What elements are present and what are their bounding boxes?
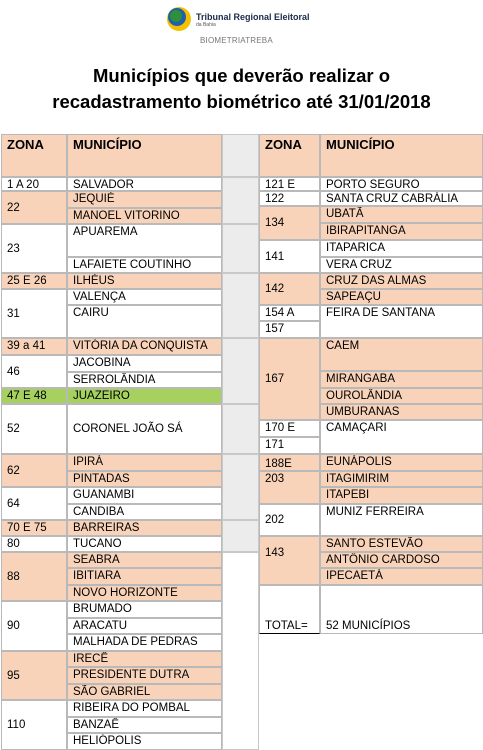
spacer-cell bbox=[222, 273, 259, 338]
right-municipio-cell: IPECAETÁ bbox=[320, 568, 483, 585]
empty-area bbox=[259, 634, 483, 750]
right-header-zona: ZONA bbox=[259, 134, 320, 177]
right-municipio-cell: CAEM bbox=[320, 338, 483, 371]
left-zona-cell: 25 E 26 bbox=[1, 273, 67, 289]
spacer-cell bbox=[222, 404, 259, 454]
spacer-cell bbox=[222, 454, 259, 520]
total-value: 52 MUNICÍPIOS bbox=[320, 585, 483, 634]
right-zona-cell: 202 bbox=[259, 504, 320, 536]
left-municipio-cell: MANOEL VITORINO bbox=[67, 208, 222, 224]
right-zona-cell: 121 E bbox=[259, 177, 320, 191]
left-zona-cell: 88 bbox=[1, 552, 67, 601]
right-municipio-cell: ITAPARICA bbox=[320, 240, 483, 257]
left-zona-cell: 70 E 75 bbox=[1, 520, 67, 536]
left-municipio-cell: IRECÊ bbox=[67, 651, 222, 667]
left-municipio-cell: SERROLÂNDIA bbox=[67, 372, 222, 388]
left-municipio-cell: JACOBINA bbox=[67, 355, 222, 372]
right-header-municipio: MUNICÍPIO bbox=[320, 134, 483, 177]
header-tag: BIOMETRIATREBA bbox=[200, 36, 273, 45]
left-municipio-cell: PRESIDENTE DUTRA bbox=[67, 667, 222, 684]
right-municipio-cell: SANTO ESTEVÃO bbox=[320, 536, 483, 552]
right-municipio-cell: IBIRAPITANGA bbox=[320, 223, 483, 240]
right-municipio-cell: SANTA CRUZ CABRÁLIA bbox=[320, 191, 483, 206]
left-zona-cell: 39 a 41 bbox=[1, 338, 67, 355]
left-zona-cell: 46 bbox=[1, 355, 67, 388]
left-municipio-cell: SALVADOR bbox=[67, 177, 222, 191]
left-municipio-cell: TUCANO bbox=[67, 536, 222, 552]
left-municipio-cell: VALENÇA bbox=[67, 289, 222, 305]
total-label: TOTAL= bbox=[259, 585, 320, 634]
spacer-cell bbox=[222, 224, 259, 273]
left-municipio-cell: HELIÓPOLIS bbox=[67, 733, 222, 750]
left-zona-cell: 31 bbox=[1, 289, 67, 338]
left-municipio-cell: NOVO HORIZONTE bbox=[67, 585, 222, 601]
left-municipio-cell: CORONEL JOÃO SÁ bbox=[67, 404, 222, 454]
right-municipio-cell: VERA CRUZ bbox=[320, 257, 483, 273]
right-zona-cell: 143 bbox=[259, 536, 320, 585]
right-zona-cell: 154 A bbox=[259, 305, 320, 321]
right-municipio-cell: UMBURANAS bbox=[320, 404, 483, 420]
left-municipio-cell: BARREIRAS bbox=[67, 520, 222, 536]
right-zona-cell: 167 bbox=[259, 338, 320, 420]
left-municipio-cell: SÃO GABRIEL bbox=[67, 684, 222, 700]
left-municipio-cell: SEABRA bbox=[67, 552, 222, 568]
right-zona-cell: 203 bbox=[259, 471, 320, 504]
right-municipio-cell: PORTO SEGURO bbox=[320, 177, 483, 191]
left-municipio-cell: MALHADA DE PEDRAS bbox=[67, 634, 222, 651]
right-municipio-cell: SAPEAÇU bbox=[320, 289, 483, 305]
right-municipio-cell: ANTÔNIO CARDOSO bbox=[320, 552, 483, 568]
left-municipio-cell: APUAREMA bbox=[67, 224, 222, 257]
left-zona-cell: 22 bbox=[1, 191, 67, 224]
left-zona-cell: 47 E 48 bbox=[1, 388, 67, 404]
left-municipio-cell: BRUMADO bbox=[67, 601, 222, 618]
left-zona-cell: 90 bbox=[1, 601, 67, 651]
title-line-2: recadastramento biométrico até 31/01/2018 bbox=[52, 91, 431, 112]
left-municipio-cell: JEQUIÉ bbox=[67, 191, 222, 208]
spacer-cell bbox=[222, 338, 259, 404]
left-municipio-cell: CANDIBA bbox=[67, 504, 222, 520]
left-municipio-cell: ARACATU bbox=[67, 618, 222, 634]
left-municipio-cell: PINTADAS bbox=[67, 471, 222, 487]
org-subtitle: da Bahia bbox=[196, 22, 216, 28]
left-municipio-cell: GUANAMBI bbox=[67, 487, 222, 504]
tre-ba-logo-icon bbox=[166, 6, 192, 32]
left-zona-cell: 95 bbox=[1, 651, 67, 700]
right-municipio-cell: FEIRA DE SANTANA bbox=[320, 305, 483, 338]
left-zona-cell: 62 bbox=[1, 454, 67, 487]
right-zona-cell: 134 bbox=[259, 206, 320, 240]
right-municipio-cell: CRUZ DAS ALMAS bbox=[320, 273, 483, 289]
left-municipio-cell: JUAZEIRO bbox=[67, 388, 222, 404]
org-name: Tribunal Regional Eleitoral bbox=[196, 12, 310, 22]
right-municipio-cell: ITAPEBI bbox=[320, 487, 483, 504]
left-municipio-cell: ILHÉUS bbox=[67, 273, 222, 289]
right-municipio-cell: EUNÁPOLIS bbox=[320, 454, 483, 471]
left-zona-cell: 64 bbox=[1, 487, 67, 520]
right-municipio-cell: CAMAÇARI bbox=[320, 420, 483, 454]
spacer-cell bbox=[222, 520, 259, 552]
title-line-1: Municípios que deverão realizar o bbox=[92, 65, 391, 86]
left-zona-cell: 80 bbox=[1, 536, 67, 552]
right-zona-cell: 142 bbox=[259, 273, 320, 305]
right-municipio-cell: ITAGIMIRIM bbox=[320, 471, 483, 487]
left-zona-cell: 110 bbox=[1, 700, 67, 750]
left-municipio-cell: BANZAÊ bbox=[67, 717, 222, 733]
left-zona-cell: 52 bbox=[1, 404, 67, 454]
left-municipio-cell: CAIRU bbox=[67, 305, 222, 338]
municipios-table bbox=[1, 134, 483, 750]
right-municipio-cell: UBATÃ bbox=[320, 206, 483, 223]
left-header-municipio: MUNICÍPIO bbox=[67, 134, 222, 177]
left-municipio-cell: IPIRÁ bbox=[67, 454, 222, 471]
right-zona-cell: 122 bbox=[259, 191, 320, 206]
spacer-cell bbox=[222, 552, 259, 750]
right-municipio-cell: OUROLÂNDIA bbox=[320, 388, 483, 404]
spacer-cell bbox=[222, 134, 259, 177]
right-zona-cell: 171 bbox=[259, 437, 320, 454]
right-municipio-cell: MIRANGABA bbox=[320, 371, 483, 388]
right-zona-cell: 157 bbox=[259, 321, 320, 338]
left-municipio-cell: VITÓRIA DA CONQUISTA bbox=[67, 338, 222, 355]
left-municipio-cell: RIBEIRA DO POMBAL bbox=[67, 700, 222, 717]
left-header-zona: ZONA bbox=[1, 134, 67, 177]
left-zona-cell: 23 bbox=[1, 224, 67, 273]
right-municipio-cell: MUNIZ FERREIRA bbox=[320, 504, 483, 536]
right-zona-cell: 141 bbox=[259, 240, 320, 273]
right-zona-cell: 188E bbox=[259, 454, 320, 471]
right-zona-cell: 170 E bbox=[259, 420, 320, 437]
left-zona-cell: 1 A 20 bbox=[1, 177, 67, 191]
document-header bbox=[0, 0, 483, 60]
left-municipio-cell: LAFAIETE COUTINHO bbox=[67, 257, 222, 273]
page-title bbox=[0, 63, 483, 115]
spacer-cell bbox=[222, 177, 259, 224]
left-municipio-cell: IBITIARA bbox=[67, 568, 222, 585]
